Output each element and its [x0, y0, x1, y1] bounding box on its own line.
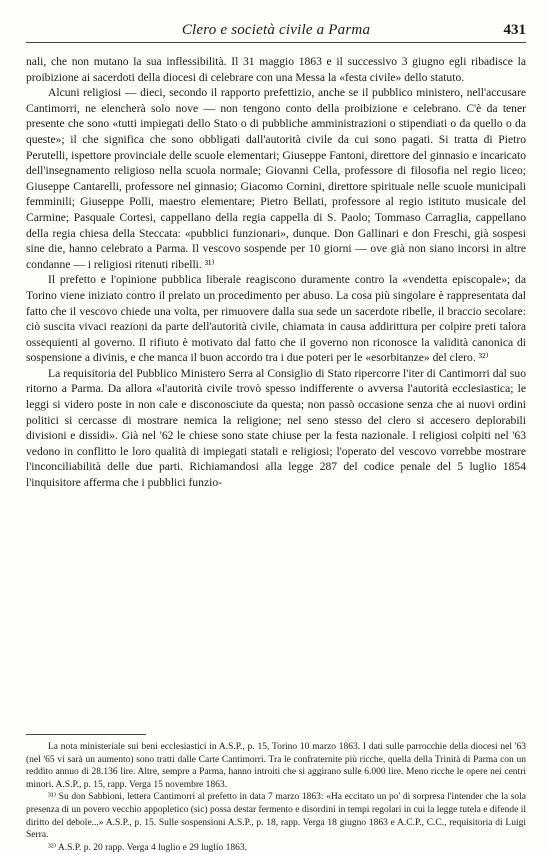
paragraph: La requisitoria del Pubblico Ministero Serra al Consiglio di Stato ripercorre l'iter di Cantimorri dal suo ritorno a Parma. Da allora «l'autorità civile trovò spesso indifferente o avversa l'autorità ecclesiastica; le leggi si videro poste in non cale e disconosciute da questa; non passò occasione senza che ai nuovi ordini politici si cercasse di mostrare nemica la religione; nel seno stesso del clero si accesero deplorabili divisioni e dissidi». Già nel '62 le chiese sono state chiuse per la festa nazionale. I religiosi colpiti nel '63 vedono in conflitto le loro qualità di impiegati statali e religiosi; l'operato del vescovo vorrebbe mostrare l'inconciliabilità delle due parti. Richiamandosi alla legge 287 del codice penale del 5 luglio 1854 l'inquisitore afferma che i pubblici funzio-: [26, 366, 526, 490]
footnote: La nota ministeriale sui beni ecclesiastici in A.S.P., p. 15, Torino 10 marzo 1863. I dati sulle parrocchie della diocesi nel '63 (nel '65 vi sarà un aumento) sono tratti dalle Carte Cantimorri. Tra le confraternite più ricche, quella della Trinità di Parma con un reddito annuo di 28.136 lire. Altre, sempre a Parma, hanno introiti che si aggirano sulle 6.000 lire. Meno ricche le opere nei centri minori. A.S.P., p. 15, rapp. Verga 15 novembre 1863.: [26, 742, 526, 790]
page-number: 431: [503, 22, 526, 38]
footnote: ³²⁾ A.S.P. p. 20 rapp. Verga 4 luglio e 29 luglio 1863.: [48, 842, 247, 853]
page-header: [26, 22, 526, 43]
paragraph: nali, che non mutano la sua inflessibilità. Il 31 maggio 1863 e il successivo 3 giugno egli ribadisce la proibizione ai sacerdoti della diocesi di celebrare con una Messa la «festa civile» dello statuto.: [26, 55, 526, 84]
footnotes: [26, 741, 526, 854]
paragraph: Alcuni religiosi — dieci, secondo il rapporto prefettizio, anche se il pubblico ministero, nell'accusare Cantimorri, ne elencherà solo nove — non tengono conto della proibizione e celebrano. C'è da tener presente che sono «tutti impiegati dello Stato o di pubbliche amministrazioni o stipendiati o da quello o da queste»; il che significa che sono obbligati dall'autorità civile da cui sono pagati. Si tratta di Pietro Perutelli, ispettore provinciale delle scuole elementari; Giuseppe Fantoni, direttore del ginnasio e incaricato dell'insegnamento religioso nella scuola normale; Giovanni Cella, professore di filosofia nel regio liceo; Giuseppe Cantarelli, professore nel ginnasio; Giacomo Cornini, direttore spirituale nelle scuole municipali femminili; Giuseppe Polli, maestro elementare; Pietro Bellati, professore al regio istituto musicale del Carmine; Pasquale Cortesi, cappellano della regia cappella di S. Paolo; Tommaso Carraglia, cappellano della regia chiesa della Steccata: «pubblici funzionari», dunque. Don Gallinari e don Freschi, già sospesi sine die, hanno celebrato a Parma. Il vescovo sospende per 10 giorni — ove già non siano incorsi in altre condanne — i religiosi ritenuti ribelli. ³¹⁾: [26, 86, 526, 271]
running-title: Clero e società civile a Parma: [181, 22, 371, 38]
footnote: ³¹⁾ Su don Sabbioni, lettera Cantimorri al prefetto in data 7 marzo 1863: «Ha eccitato un po' di sorpresa l'intender che la sola presenza di un povero vecchio appopletico (sic) possa destar fermento e disordini in tempi regolari in cui la legge tutela e difende il diritto del debole...» A.S.P., p. 15. Sulle sospensioni A.S.P., p. 18, rapp. Verga 18 giugno 1863 e A.C.P., C.C., requisitoria di Luigi Serra.: [26, 792, 526, 841]
main-text: [26, 54, 526, 491]
footnote-divider: [26, 734, 146, 735]
paragraph: Il prefetto e l'opinione pubblica liberale reagiscono duramente contro la «vendetta episcopale»; da Torino viene iniziato contro il prelato un procedimento per abuso. La cosa più singolare è rappresentata dal fatto che il vescovo chiede una volta, per rimuovere dalla sua sede un sacerdote ribelle, il braccio secolare: ciò suscita vivaci reazioni da parte dell'autorità civile, chiamata in causa addirittura per colpire preti talora ossequienti al governo. Il rifiuto è motivato dal fatto che il governo non riconosce la validità canonica di sospensione a divinis, e che manca il buon accordo tra i due poteri per le «esorbitanze» del clero. ³²⁾: [26, 273, 526, 365]
